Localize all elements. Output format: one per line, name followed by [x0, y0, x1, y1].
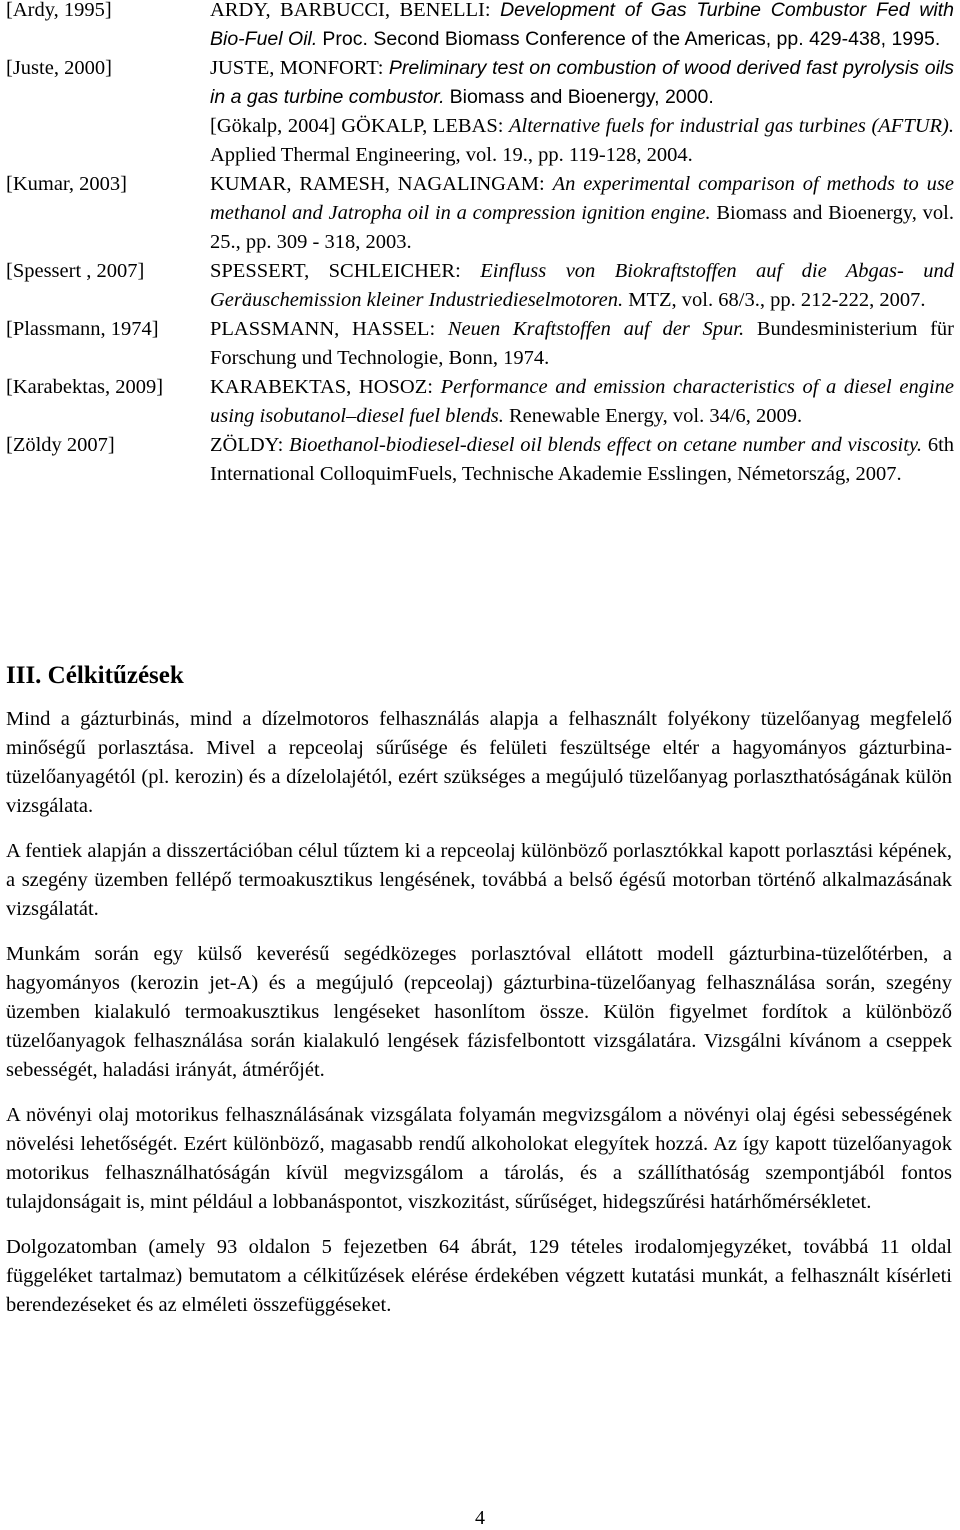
reference-source: Bundesministerium für Forschung und Technologie, Bonn, 1974.: [210, 318, 954, 369]
body-paragraph: Mind a gázturbinás, mind a dízelmotoros felhasználás alapja a felhasznált folyékony tüzelőanyag megfelelő minőségű porlasztása. Mivel a repceolaj sűrűsége és felületi feszültsége eltér a hagyományos gázturbina- tüzelőanyagétól (pl. kerozin) és a dízelolajétól, ezért szükséges a megújuló tüzelőanyag porlaszthatóságának külön vizsgálata.: [6, 708, 952, 817]
section-title: III. Célkitűzések: [6, 662, 184, 689]
reference-body: [210, 257, 954, 315]
reference-entry: [6, 170, 954, 257]
reference-title: Preliminary test on combustion of wood derived fast pyrolysis oils in a gas turbine combustor.: [210, 57, 954, 108]
reference-body: [210, 431, 954, 489]
reference-entry: [6, 373, 954, 431]
reference-source: Renewable Energy, vol. 34/6, 2009.: [508, 405, 803, 427]
reference-entry: [6, 0, 954, 54]
reference-source: MTZ, vol. 68/3., pp. 212-222, 2007.: [628, 289, 926, 311]
reference-title: Einfluss von Biokraftstoffen auf die Abgas- und Geräuschemission kleiner Industriedieselmotoren.: [210, 260, 954, 311]
reference-title: Alternative fuels for industrial gas turbines (AFTUR).: [508, 115, 954, 137]
reference-source: 6th International ColloquimFuels, Technische Akademie Esslingen, Németország, 2007.: [210, 434, 955, 485]
reference-key: [Spessert , 2007]: [6, 260, 145, 282]
reference-key: [Juste, 2000]: [6, 57, 112, 79]
reference-key: [Karabektas, 2009]: [6, 376, 164, 398]
reference-key: [Kumar, 2003]: [6, 173, 128, 195]
reference-body: [210, 112, 954, 170]
reference-source: Biomass and Bioenergy, 2000.: [449, 86, 714, 108]
reference-authors: JUSTE, MONFORT:: [210, 57, 384, 79]
reference-authors: ZÖLDY:: [210, 434, 284, 456]
reference-key: [Zöldy 2007]: [6, 434, 115, 456]
reference-entry: [6, 112, 954, 170]
reference-source: Biomass and Bioenergy, vol. 25., pp. 309 - 318, 2003.: [210, 202, 954, 253]
body-paragraph: Dolgozatomban (amely 93 oldalon 5 fejezetben 64 ábrát, 129 tételes irodalomjegyzéket, továbbá 11 oldal függeléket tartalmaz) bemutatom a célkitűzések elérése érdekében végzett kutatási munkát, a felhasznált kísérleti berendezéseket és az elméleti összefüggéseket.: [6, 1236, 952, 1316]
reference-authors: SPESSERT, SCHLEICHER:: [210, 260, 461, 282]
body-paragraph: A növényi olaj motorikus felhasználásának vizsgálata folyamán megvizsgálom a növényi olaj égési sebességének növelési lehetőségét. Ezért különböző, magasabb rendű alkoholokat elegyítek hozzá. Az így kapott tüzelőanyagok motorikus felhasználhatóságán kívül megvizsgálom a tárolás, és a szállíthatóság szempontjából fontos tulajdonságait is, mint például a lobbanáspontot, viszkozitást, sűrűséget, hidegszűrési határhőmérsékletet.: [6, 1104, 952, 1213]
reference-body: [210, 170, 954, 257]
reference-inline-key: [Gökalp, 2004]: [210, 115, 336, 137]
body-paragraph: Munkám során egy külső keverésű segédközeges porlasztóval ellátott modell gázturbina-tüzelőtérben, a hagyományos (kerozin jet-A) és a megújuló (repceolaj) gázturbina-tüzelőanyag felhasználása során, szegény üzemben kialakuló termoakusztikus lengéseket hasonlítom össze. Külön figyelmet fordítok a különböző tüzelőanyagok felhasználása során kialakuló lengések fázisfelbontott vizsgálatára. Vizsgálni kívánom a cseppek sebességét, haladási irányát, átmérőjét.: [6, 943, 952, 1081]
reference-title: Performance and emission characteristics of a diesel engine using isobutanol–diesel fuel blends.: [210, 376, 954, 427]
reference-entry: [6, 54, 954, 112]
reference-entry: [6, 315, 954, 373]
body-paragraph: A fentiek alapján a disszertációban célul tűztem ki a repceolaj különböző porlasztókkal kapott porlasztási képének, a szegény üzemben fellépő termoakusztikus lengésének, továbbá a belső égésű motorban történő alkalmazásának vizsgálatát.: [6, 840, 952, 920]
section-body: [6, 705, 952, 1336]
reference-authors: ARDY, BARBUCCI, BENELLI:: [210, 0, 491, 21]
reference-key: [Ardy, 1995]: [6, 0, 112, 21]
reference-source: Applied Thermal Engineering, vol. 19., pp. 119-128, 2004.: [210, 144, 693, 166]
reference-body: [210, 315, 954, 373]
reference-title: Bioethanol-biodiesel-diesel oil blends effect on cetane number and viscosity.: [289, 434, 923, 456]
reference-body: [210, 373, 954, 431]
reference-body: [210, 54, 954, 112]
reference-title: Neuen Kraftstoffen auf der Spur.: [447, 318, 745, 340]
reference-body: [210, 0, 954, 54]
reference-entry: [6, 257, 954, 315]
reference-authors: PLASSMANN, HASSEL:: [210, 318, 436, 340]
reference-entry: [6, 431, 954, 489]
reference-source: Proc. Second Biomass Conference of the Americas, pp. 429-438, 1995.: [322, 28, 941, 50]
page-number: 4: [475, 1507, 485, 1529]
reference-authors: KUMAR, RAMESH, NAGALINGAM:: [210, 173, 545, 195]
reference-title: An experimental comparison of methods to use methanol and Jatropha oil in a compression ignition engine.: [210, 173, 955, 224]
reference-list: [6, 0, 954, 489]
reference-authors: KARABEKTAS, HOSOZ:: [210, 376, 433, 398]
reference-title: Development of Gas Turbine Combustor Fed with Bio-Fuel Oil.: [210, 0, 955, 50]
reference-key: [Plassmann, 1974]: [6, 318, 159, 340]
reference-authors: GÖKALP, LEBAS:: [341, 115, 504, 137]
